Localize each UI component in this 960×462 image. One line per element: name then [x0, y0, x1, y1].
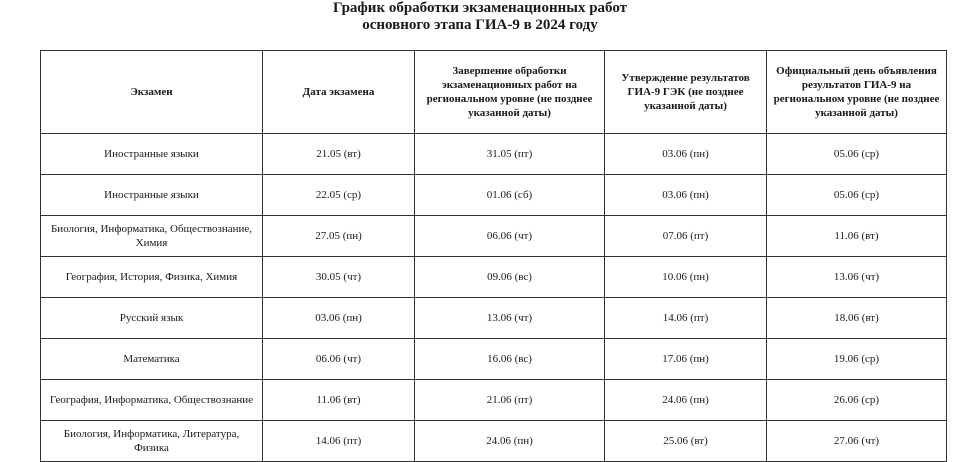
cell-exam-date: 30.05 (чт) — [263, 257, 415, 298]
cell-processing-end: 01.06 (сб) — [415, 175, 605, 216]
document-title — [0, 0, 960, 34]
cell-gek-approval: 17.06 (пн) — [605, 339, 767, 380]
header-exam-date: Дата экзамена — [263, 51, 415, 134]
cell-results-announcement: 27.06 (чт) — [767, 421, 947, 462]
header-row — [41, 51, 947, 134]
table-row — [41, 175, 947, 216]
table-row — [41, 257, 947, 298]
table-row — [41, 339, 947, 380]
table-row — [41, 421, 947, 462]
cell-processing-end: 31.05 (пт) — [415, 134, 605, 175]
cell-exam: Русский язык — [41, 298, 263, 339]
table-row — [41, 134, 947, 175]
cell-gek-approval: 25.06 (вт) — [605, 421, 767, 462]
cell-results-announcement: 05.06 (ср) — [767, 134, 947, 175]
cell-exam-date: 03.06 (пн) — [263, 298, 415, 339]
table-row — [41, 298, 947, 339]
cell-results-announcement: 19.06 (ср) — [767, 339, 947, 380]
cell-gek-approval: 03.06 (пн) — [605, 175, 767, 216]
cell-gek-approval: 24.06 (пн) — [605, 380, 767, 421]
table-row — [41, 380, 947, 421]
cell-gek-approval: 14.06 (пт) — [605, 298, 767, 339]
cell-exam-date: 21.05 (вт) — [263, 134, 415, 175]
cell-exam: Биология, Информатика, Обществознание, Химия — [41, 216, 263, 257]
cell-exam: Биология, Информатика, Литература, Физика — [41, 421, 263, 462]
cell-processing-end: 24.06 (пн) — [415, 421, 605, 462]
cell-exam: География, История, Физика, Химия — [41, 257, 263, 298]
cell-gek-approval: 07.06 (пт) — [605, 216, 767, 257]
cell-exam-date: 11.06 (вт) — [263, 380, 415, 421]
cell-processing-end: 16.06 (вс) — [415, 339, 605, 380]
cell-results-announcement: 26.06 (ср) — [767, 380, 947, 421]
cell-processing-end: 13.06 (чт) — [415, 298, 605, 339]
header-results-announcement: Официальный день объявления результатов ГИА-9 на региональном уровне (не позднее указанной даты) — [767, 51, 947, 134]
cell-exam-date: 06.06 (чт) — [263, 339, 415, 380]
title-line-1: График обработки экзаменационных работ — [332, 0, 628, 16]
cell-gek-approval: 10.06 (пн) — [605, 257, 767, 298]
cell-exam-date: 22.05 (ср) — [263, 175, 415, 216]
cell-exam-date: 27.05 (пн) — [263, 216, 415, 257]
table-row — [41, 216, 947, 257]
cell-exam: Иностранные языки — [41, 134, 263, 175]
cell-processing-end: 21.06 (пт) — [415, 380, 605, 421]
cell-results-announcement: 11.06 (вт) — [767, 216, 947, 257]
cell-results-announcement: 05.06 (ср) — [767, 175, 947, 216]
cell-processing-end: 09.06 (вс) — [415, 257, 605, 298]
cell-exam: Математика — [41, 339, 263, 380]
cell-processing-end: 06.06 (чт) — [415, 216, 605, 257]
header-exam: Экзамен — [41, 51, 263, 134]
schedule-table — [40, 50, 947, 462]
cell-exam: Иностранные языки — [41, 175, 263, 216]
cell-exam-date: 14.06 (пт) — [263, 421, 415, 462]
cell-gek-approval: 03.06 (пн) — [605, 134, 767, 175]
cell-exam: География, Информатика, Обществознание — [41, 380, 263, 421]
title-line-2: основного этапа ГИА-9 в 2024 году — [362, 17, 598, 33]
cell-results-announcement: 13.06 (чт) — [767, 257, 947, 298]
header-processing-end: Завершение обработки экзаменационных работ на региональном уровне (не позднее указанной даты) — [415, 51, 605, 134]
cell-results-announcement: 18.06 (вт) — [767, 298, 947, 339]
header-gek-approval: Утверждение результатов ГИА-9 ГЭК (не позднее указанной даты) — [605, 51, 767, 134]
